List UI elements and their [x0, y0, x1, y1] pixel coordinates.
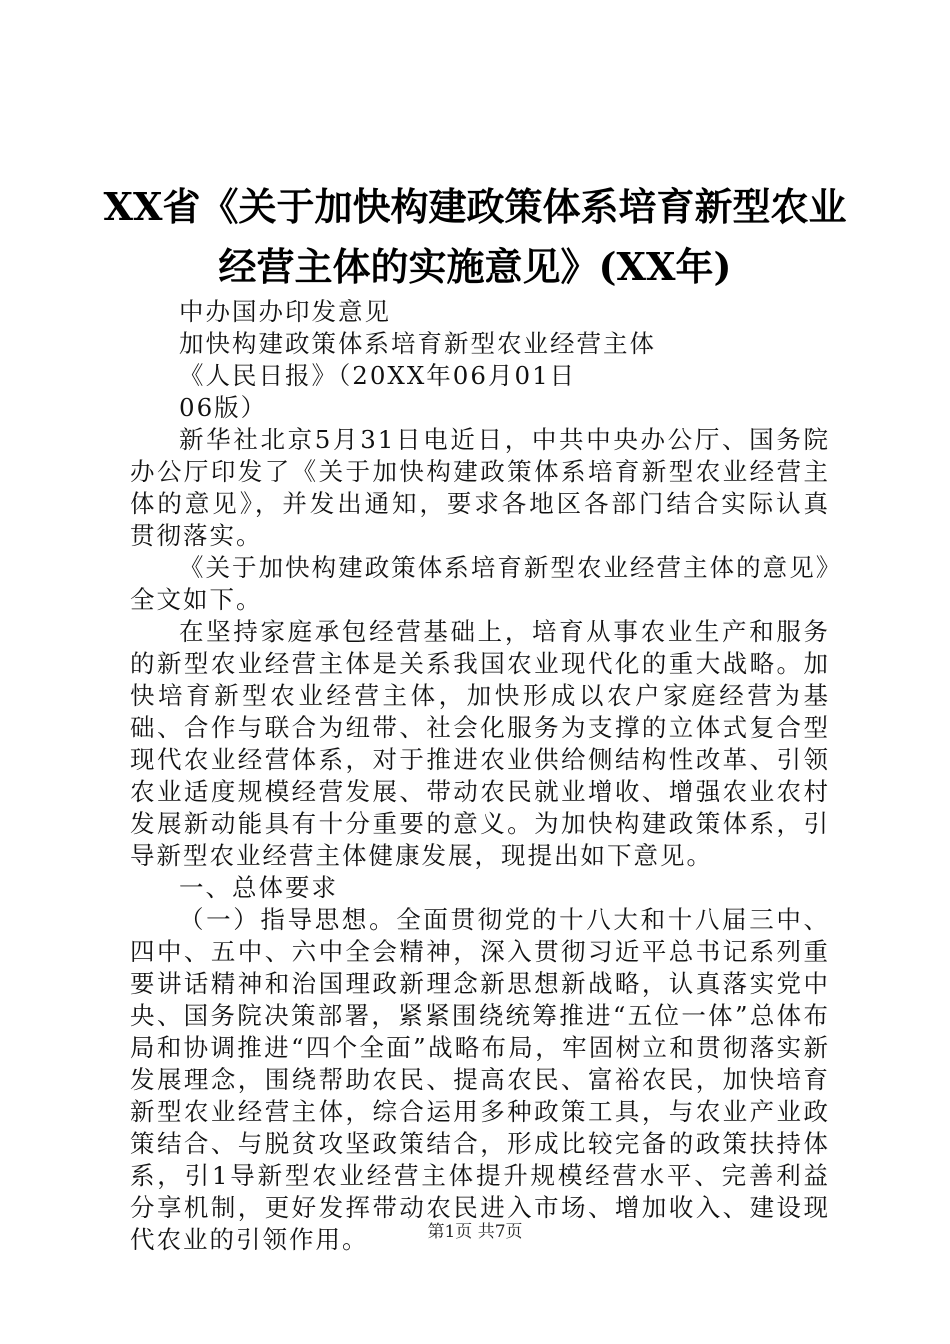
document-title-line-1: XX省《关于加快构建政策体系培育新型农业	[103, 184, 847, 229]
paragraph-intro: 新华社北京5月31日电近日，中共中央办公厅、国务院办公厅印发了《关于加快构建政策体系培育新型农业经营主体的意见》，并发出通知，要求各地区各部门结合实际认真贯彻落实。	[130, 425, 830, 550]
document-title-line-2: 经营主体的实施意见》(XX年)	[218, 244, 732, 289]
paragraph-preamble: 在坚持家庭承包经营基础上，培育从事农业生产和服务的新型农业经营主体是关系我国农业现代化的重大战略。加快培育新型农业经营主体，加快形成以农户家庭经营为基础、合作与联合为纽带、社会化服务为支撑的立体式复合型现代农业经营体系，对于推进农业供给侧结构性改革、引领农业适度规模经营发展、带动农民就业增收、增强农业农村发展新动能具有十分重要的意义。为加快构建政策体系，引导新型农业经营主体健康发展，现提出如下意见。	[130, 617, 830, 870]
document-body	[130, 296, 830, 1256]
paragraph-guiding-thought: （一）指导思想。全面贯彻党的十八大和十八届三中、四中、五中、六中全会精神，深入贯彻习近平总书记系列重要讲话精神和治国理政新理念新思想新战略，认真落实党中央、国务院决策部署，紧紧围绕统筹推进“五位一体”总体布局和协调推进“四个全面”战略布局，牢固树立和贯彻落实新发展理念，围绕帮助农民、提高农民、富裕农民，加快培育新型农业经营主体，综合运用多种政策工具，与农业产业政策结合、与脱贫攻坚政策结合，形成比较完备的政策扶持体系，引1导新型农业经营主体提升规模经营水平、完善利益分享机制，更好发挥带动农民进入市场、增加收入、建设现代农业的引领作用。	[130, 905, 830, 1254]
section-heading: 一、总体要求	[179, 873, 338, 902]
meta-line-1: 中办国办印发意见	[179, 297, 391, 326]
meta-line-2: 加快构建政策体系培育新型农业经营主体	[179, 329, 656, 358]
paragraph-fulltext-note: 《关于加快构建政策体系培育新型农业经营主体的意见》全文如下。	[130, 553, 830, 614]
meta-line-4: 06版）	[179, 393, 268, 422]
page-number-footer: 第1页 共7页	[427, 1222, 523, 1242]
meta-line-3: 《人民日报》（20XX年06月01日	[179, 361, 577, 390]
